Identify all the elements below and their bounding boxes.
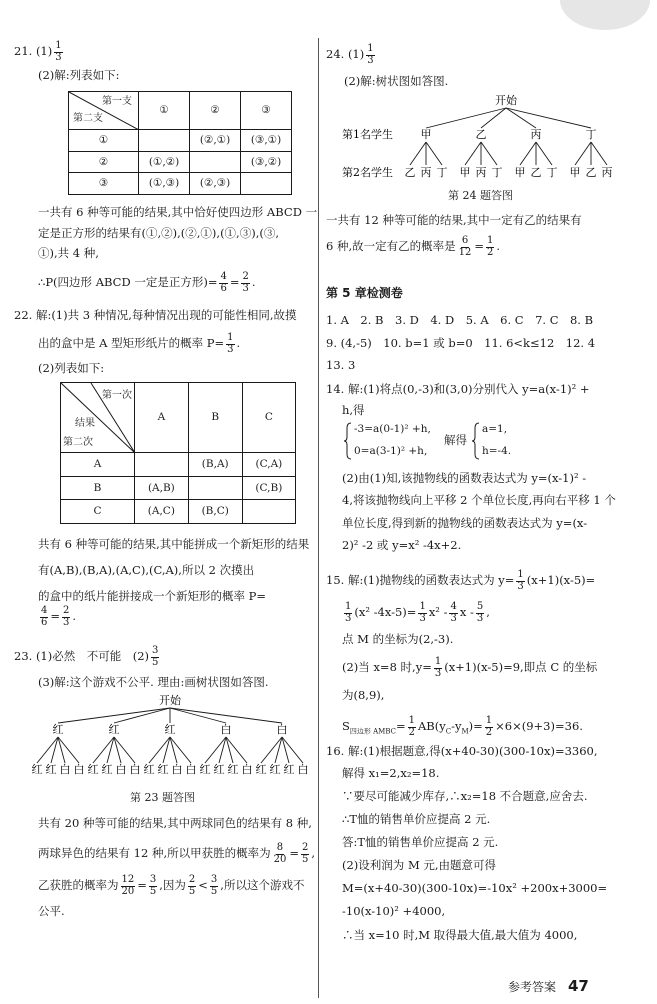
q21-table-corner: [69, 92, 139, 130]
fraction: $\frac{12}{20}$: [121, 874, 135, 897]
q23-line4: 公平.: [38, 904, 65, 918]
q23-tree-caption: 第 23 题答图: [130, 791, 195, 804]
q16-line3: ∵要尽可能减少库存,∴x₂=18 不合题意,应舍去.: [342, 789, 588, 803]
q22-col-header: C: [242, 383, 295, 453]
tree-leaf: 丁: [491, 166, 503, 179]
tree-leaf: 白: [115, 763, 127, 776]
tree-leaf: 红: [31, 763, 43, 776]
q22-line3: 共有 6 种等可能的结果,其中能拼成一个新矩形的结果: [38, 537, 310, 551]
q16-line6: (2)设利润为 M 元,由题意可得: [342, 858, 497, 872]
tree-leaf: 乙: [404, 166, 416, 179]
table-cell: [135, 453, 189, 477]
fraction: $\frac{3}{5}$: [149, 874, 157, 897]
q22-col-header: B: [188, 383, 242, 453]
table-row: [61, 500, 296, 524]
tree-leaf: 白: [297, 763, 309, 776]
q22-corner-top: 第一次: [102, 390, 132, 401]
ch5-answers-line3: 13. 3: [326, 358, 356, 372]
tree-branch: [410, 142, 426, 165]
q22-row-header: A: [61, 453, 135, 477]
q22-row-header: C: [61, 500, 135, 524]
left-brace-icon: [344, 422, 352, 460]
tree-leaf: 白: [59, 763, 71, 776]
tree-leaf: 红: [157, 763, 169, 776]
equation: -3=a(0-1)² +h,: [354, 423, 431, 435]
tree-leaf: 乙: [530, 166, 542, 179]
tree-leaf: 白: [129, 763, 141, 776]
tree-branch: [465, 142, 481, 165]
tree-node: 红: [108, 723, 120, 736]
tree-node: 红: [52, 723, 64, 736]
fraction: $\frac{1}{2}$: [408, 715, 415, 738]
fraction: $\frac{2}{3}$: [63, 605, 70, 628]
fraction: $\frac{1}{3}$: [227, 332, 234, 355]
table-row: [61, 476, 296, 500]
q22-line1: 22. 解:(1)共 3 种情况,每种情况出现的可能性相同,故摸: [14, 308, 297, 322]
fraction: $\frac{3}{5}$: [152, 645, 159, 668]
tree-branch: [536, 142, 552, 165]
fraction: $\frac{1}{3}$: [419, 601, 426, 624]
q23-tree-diagram: [30, 693, 310, 804]
fraction: $\frac{1}{3}$: [345, 601, 352, 624]
q23-line1: 共有 20 种等可能的结果,其中两球同色的结果有 8 种,: [38, 816, 312, 830]
q15-line6: $S_{四边形 AMBC}=$ $\frac{1}{2}$ $AB(y_C-y_M)=$ $\frac{1}{2}$ ×6×(9+3)=36.: [342, 715, 583, 738]
fraction: $\frac{1}{3}$: [517, 569, 524, 592]
table-cell: [139, 130, 190, 152]
q23-line3: 乙获胜的概率为 $\frac{12}{20}$ = $\frac{3}{5}$ ,因为 $\frac{2}{5}$ < $\frac{3}{5}$ ,所以这个游戏不: [38, 874, 305, 897]
q22-line5: 的盒中的纸片能拼接成一个新矩形的概率 P=: [38, 589, 267, 603]
q14-line4: 4,将该抛物线向上平移 2 个单位长度,再向右平移 1 个: [342, 493, 616, 507]
table-cell: (A,B): [135, 476, 189, 500]
q22-table-corner: [61, 383, 135, 453]
tree-branch: [170, 708, 282, 723]
tree-branch: [520, 142, 536, 165]
table-cell: (①,②): [139, 151, 190, 173]
q14-line3: (2)由(1)知,该抛物线的函数表达式为 y=(x-1)² -: [342, 471, 587, 485]
table-row: [69, 151, 292, 173]
q21-corner-bottom: 第二支: [73, 113, 103, 124]
table-cell: [188, 476, 242, 500]
tree-leaf: 红: [101, 763, 113, 776]
tree-leaf: 丙: [475, 166, 487, 179]
q22-part2-intro: (2)列表如下:: [38, 361, 105, 375]
fraction: $\frac{5}{3}$: [476, 601, 484, 624]
tree-node: 红: [164, 723, 176, 736]
table-cell: (③,①): [241, 130, 292, 152]
tree-leaf: 丙: [601, 166, 613, 179]
q16-line8: -10(x-10)² +4000,: [342, 904, 446, 918]
q14-line5: 单位长度,得到新的抛物线的函数表达式为 y=(x-: [342, 516, 588, 530]
corner-decoration: [560, 0, 650, 30]
tree-leaf: 丁: [436, 166, 448, 179]
tree-root: 开始: [495, 94, 517, 107]
q24-line2: 6 种,故一定有乙的概率是 $\frac{6}{12}$ = $\frac{1}{2}$ .: [326, 235, 501, 258]
tree-leaf: 红: [199, 763, 211, 776]
fraction: $\frac{4}{3}$: [450, 601, 457, 624]
tree-row2-label: 第2名学生: [342, 166, 393, 179]
tree-branch: [426, 142, 442, 165]
q14-line6: 2)² -2 或 y=x² -4x+2.: [342, 538, 462, 552]
q21-line2: 定是正方形的结果有(①,②),(②,①),(①,③),(③,: [38, 226, 279, 240]
tree-leaf: 红: [87, 763, 99, 776]
table-row: [69, 173, 292, 195]
tree-leaf: 红: [255, 763, 267, 776]
q14-system1: [344, 422, 431, 460]
fraction: $\frac{1}{3}$: [55, 40, 62, 63]
tree-node: 乙: [475, 128, 487, 141]
table-cell: (②,①): [190, 130, 241, 152]
tree-leaf: 红: [213, 763, 225, 776]
tree-root: 开始: [159, 694, 181, 707]
q15-line4: (2)当 x=8 时,y= $\frac{1}{3}$ (x+1)(x-5)=9,即点 C 的坐标: [342, 656, 598, 679]
q21-line1: 一共有 6 种等可能的结果,其中恰好使四边形 ABCD 一: [38, 205, 318, 219]
table-cell: (②,③): [190, 173, 241, 195]
q21-line3: ①),共 4 种,: [38, 246, 99, 260]
q22-corner-mid: 结果: [75, 418, 95, 429]
q24-part2: (2)解:树状图如答图.: [344, 74, 449, 88]
q21-part1: 21. (1) $\frac{1}{3}$: [14, 40, 62, 63]
q24-line1: 一共有 12 种等可能的结果,其中一定有乙的结果有: [326, 213, 582, 227]
fraction: $\frac{2}{5}$: [301, 842, 309, 865]
tree-branch: [506, 108, 591, 128]
table-cell: (C,B): [242, 476, 295, 500]
table-cell: [241, 173, 292, 195]
tree-branch: [481, 142, 497, 165]
tree-branch: [170, 708, 226, 723]
tree-leaf: 红: [227, 763, 239, 776]
fraction: $\frac{8}{20}$: [273, 842, 287, 865]
table-row: [61, 453, 296, 477]
q22-line4: 有(A,B),(B,A),(A,C),(C,A),所以 2 次摸出: [38, 563, 255, 577]
tree-leaf: 甲: [569, 166, 581, 179]
tree-leaf: 白: [73, 763, 85, 776]
q21-table: [68, 91, 292, 195]
fraction: $\frac{4}{6}$: [41, 605, 48, 628]
q16-line2: 解得 x₁=2,x₂=18.: [342, 766, 440, 780]
table-cell: (①,③): [139, 173, 190, 195]
tree-leaf: 甲: [514, 166, 526, 179]
fraction: $\frac{1}{2}$: [485, 715, 493, 738]
fraction: $\frac{6}{12}$: [458, 235, 472, 258]
tree-leaf: 丁: [546, 166, 558, 179]
q21-col-header: ③: [241, 92, 292, 130]
page-number: 47: [568, 977, 589, 995]
table-cell: (B,C): [188, 500, 242, 524]
table-cell: (C,A): [242, 453, 295, 477]
table-cell: (A,C): [135, 500, 189, 524]
tree-leaf: 红: [45, 763, 57, 776]
tree-leaf: 白: [241, 763, 253, 776]
fraction: $\frac{1}{3}$: [367, 43, 374, 66]
q15-line5: 为(8,9),: [342, 688, 385, 702]
tree-branch: [506, 108, 536, 128]
q22-line6: $\frac{4}{6}$ = $\frac{2}{3}$ .: [41, 605, 77, 628]
q16-line5: 答:T恤的销售单价应提高 2 元.: [342, 835, 499, 849]
column-divider: [318, 38, 319, 998]
tree-node: 白: [276, 723, 288, 736]
q24-tree-diagram: [338, 92, 648, 184]
tree-leaf: 红: [143, 763, 155, 776]
equation: h=-4.: [482, 445, 512, 457]
ch5-answers-line1: 1. A 2. B 3. D 4. D 5. A 6. C 7. C 8. B: [326, 313, 594, 327]
tree-branch: [575, 142, 591, 165]
fraction: $\frac{2}{3}$: [242, 271, 249, 294]
q14-solve-label: 解得: [444, 433, 467, 447]
q14-line2: h,得: [342, 403, 365, 417]
tree-branch: [58, 708, 170, 723]
q23-part3: (3)解:这个游戏不公平. 理由:画树状图如答图.: [38, 675, 269, 689]
tree-node: 白: [220, 723, 232, 736]
equation: a=1,: [482, 423, 508, 435]
equation: 0=a(3-1)² +h,: [354, 445, 428, 457]
q16-line1: 16. 解:(1)根据题意,得(x+40-30)(300-10x)=3360,: [326, 744, 598, 758]
table-cell: (B,A): [188, 453, 242, 477]
fraction: $\frac{1}{3}$: [434, 656, 442, 679]
tree-node: 甲: [420, 128, 432, 141]
q21-part2-intro: (2)解:列表如下:: [38, 68, 120, 82]
chapter5-title: 第 5 章检测卷: [326, 286, 403, 300]
q16-line7: M=(x+40-30)(300-10x)=-10x² +200x+3000=: [342, 881, 608, 895]
table-cell: (③,②): [241, 151, 292, 173]
q21-row-header: ①: [69, 130, 139, 152]
q23-line2: 两球异色的结果有 12 种,所以甲获胜的概率为 $\frac{8}{20}$ = $\frac{2}{5}$ ,: [38, 842, 316, 865]
q22-row-header: B: [61, 476, 135, 500]
q22-col-header: A: [135, 383, 189, 453]
tree-row1-label: 第1名学生: [342, 128, 393, 141]
tree-leaf: 白: [171, 763, 183, 776]
q21-corner-top: 第一支: [102, 96, 132, 107]
tree-leaf: 乙: [585, 166, 597, 179]
q21-row-header: ②: [69, 151, 139, 173]
table-cell: [242, 500, 295, 524]
footer-label: 参考答案: [508, 980, 557, 994]
q16-line9: ∴当 x=10 时,M 取得最大值,最大值为 4000,: [342, 928, 578, 942]
q15-line2: $\frac{1}{3}$ (x² -4x-5)= $\frac{1}{3}$ x² - $\frac{4}{3}$ x - $\frac{5}{3}$ ,: [345, 601, 490, 624]
tree-leaf: 红: [269, 763, 281, 776]
q16-line4: ∴T恤的销售单价应提高 2 元.: [342, 812, 491, 826]
tree-node: 丙: [530, 128, 542, 141]
table-cell: [190, 151, 241, 173]
tree-branch: [591, 142, 607, 165]
tree-leaf: 红: [283, 763, 295, 776]
tree-branch: [114, 708, 170, 723]
tree-leaf: 丙: [420, 166, 432, 179]
q14-system2: [472, 422, 532, 460]
ch5-answers-line2: 9. (4,-5) 10. b=1 或 b=0 11. 6<k≤12 12. 4: [326, 336, 596, 350]
q24-tree-caption: 第 24 题答图: [448, 189, 513, 202]
fraction: $\frac{2}{5}$: [188, 874, 196, 897]
q14-line1: 14. 解:(1)将点(0,-3)和(3,0)分别代入 y=a(x-1)² +: [326, 382, 590, 396]
q21-line4: ∴P(四边形 ABCD 一定是正方形)= $\frac{4}{6}$ = $\frac{2}{3}$ .: [38, 271, 256, 294]
left-brace-icon: [472, 422, 480, 460]
q22-table: [60, 382, 296, 524]
fraction: $\frac{3}{5}$: [210, 874, 218, 897]
q22-line2: 出的盒中是 A 型矩形纸片的概率 P= $\frac{1}{3}$ .: [38, 332, 241, 355]
q21-col-header: ②: [190, 92, 241, 130]
table-row: [69, 130, 292, 152]
q22-corner-bottom: 第二次: [63, 437, 93, 448]
q15-line1: 15. 解:(1)抛物线的函数表达式为 y= $\frac{1}{3}$ (x+1)(x-5)=: [326, 569, 596, 592]
tree-node: 丁: [585, 128, 597, 141]
q24-part1: 24. (1) $\frac{1}{3}$: [326, 43, 374, 66]
q15-line3: 点 M 的坐标为(2,-3).: [342, 632, 454, 646]
q23-part1: 23. (1)必然 不可能 (2) $\frac{3}{5}$: [14, 645, 159, 668]
tree-leaf: 白: [185, 763, 197, 776]
fraction: $\frac{1}{2}$: [487, 235, 494, 258]
q21-row-header: ③: [69, 173, 139, 195]
tree-leaf: 甲: [459, 166, 471, 179]
q21-col-header: ①: [139, 92, 190, 130]
fraction: $\frac{4}{6}$: [220, 271, 227, 294]
